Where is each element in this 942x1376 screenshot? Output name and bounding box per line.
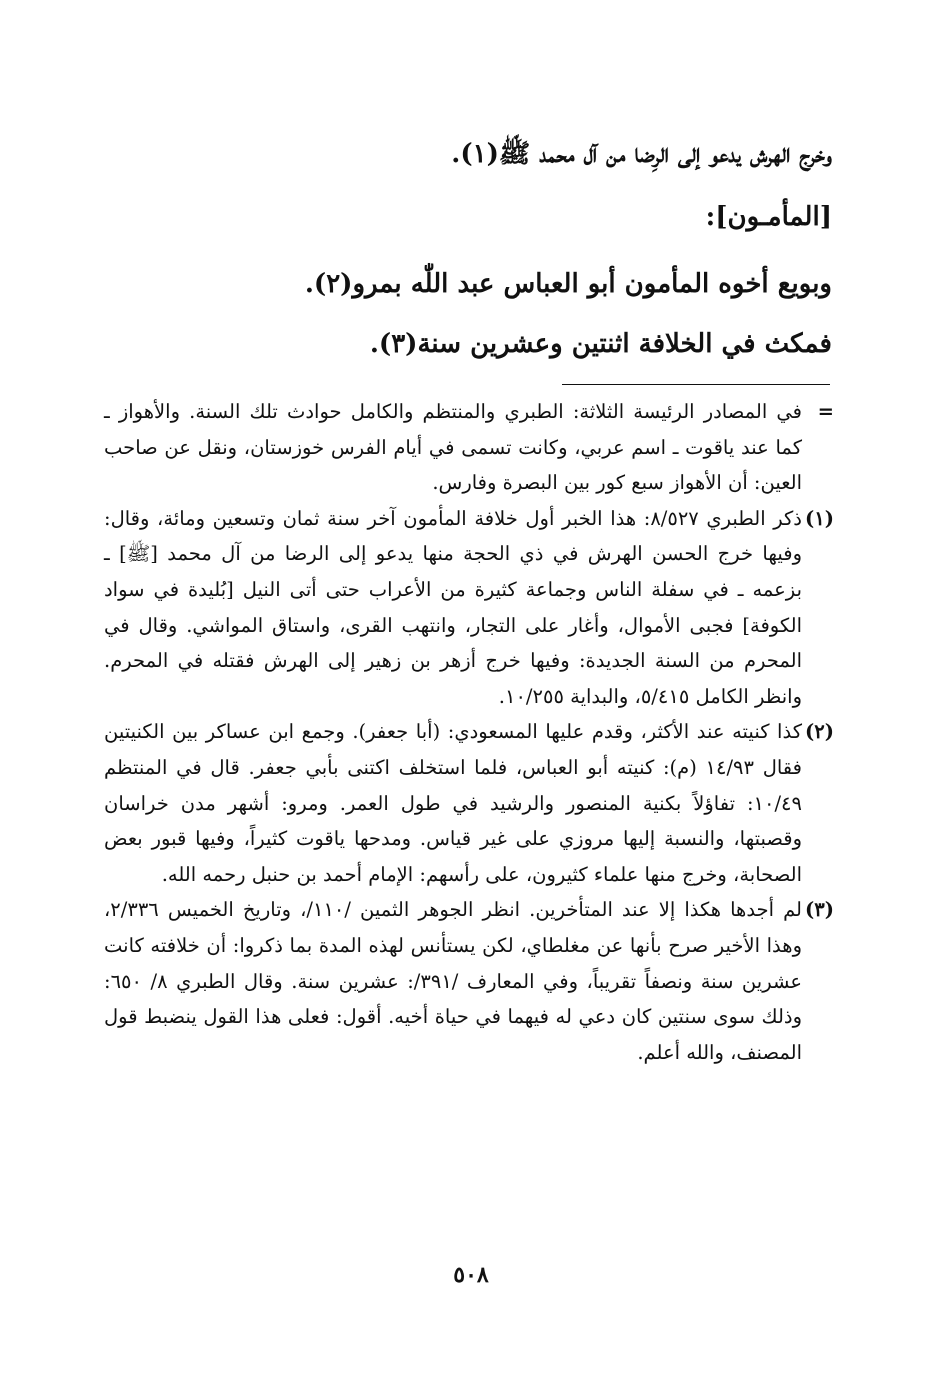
page-number: ٥٠٨	[453, 1262, 489, 1288]
footnote-3	[104, 892, 834, 1070]
footnote-marker: =	[817, 400, 834, 423]
main-text-line-2: وبويع أخوه المأمون أبو العباس عبد اللّٰه بمرو(٢).	[304, 269, 832, 299]
footnote-text: لم أجدها هكذا إلا عند المتأخرين. انظر الجوهر الثمين /١١٠/، وتاريخ الخميس ٢/٣٣٦، وهذا الأخير صرح بأنها عن مغلطاي، لكن يستأنس لهذه المدة بما ذكروا: أن خلافته كانت عشرين سنة ونصفاً تقريباً، وفي المعارف /٣٩١/: عشرين سنة. وقال الطبري ٨/ ٦٥٠: وذلك سوى سنتين كان دعي له فيهما في حياة أخيه. أقول: فعلى هذا القول ينضبط قول المصنف، والله أعلم.	[104, 898, 802, 1064]
footnote-marker: (٣)	[805, 898, 834, 922]
footnote-2	[104, 714, 834, 892]
footnote-continuation	[104, 394, 834, 501]
section-heading: [المأمـون]:	[705, 202, 832, 232]
main-text-line-1: وخرج الهرش يدعو إلى الرِضا من آل محمد ﷺ(١).	[451, 139, 832, 169]
footnote-text: كذا كنيته عند الأكثر، وقدم عليها المسعودي: (أبا جعفر). وجمع ابن عساكر بين الكنيتين فقال ١٤/٩٣ (م): كنيته أبو العباس، فلما استخلف اكتنى بأبي جعفر. قال في المنتظم ١٠/٤٩: تفاؤلاً بكنية المنصور والرشيد في طول العمر. ومرو: أشهر مدن خراسان وقصبتها، والنسبة إليها مروزي على غير قياس. ومدحها ياقوت كثيراً، وفيها قبور بعض الصحابة، وخرج منها علماء كثيرون، على رأسهم: الإمام أحمد بن حنبل رحمه الله.	[104, 720, 802, 886]
footnote-text: ذكر الطبري ٨/٥٢٧: هذا الخبر أول خلافة المأمون آخر سنة ثمان وتسعين ومائة، وقال: وفيها خرج الحسن الهرش في ذي الحجة منها يدعو إلى الرضا من آل محمد [ﷺ] ـ بزعمه ـ في سفلة الناس وجماعة كثيرة من الأعراب حتى أتى النيل [بُليدة في سواد الكوفة] فجبى الأموال، وأغار على التجار، وانتهب القرى، واستاق المواشي. وقال في المحرم من السنة الجديدة: وفيها خرج أزهر بن زهير إلى الهرش فقتله في المحرم. وانظر الكامل ٥/٤١٥، والبداية ١٠/٢٥٥.	[104, 506, 802, 708]
footnote-marker: (١)	[805, 506, 834, 530]
footnote-marker: (٢)	[805, 720, 834, 744]
main-text-line-3: فمكث في الخلافة اثنتين وعشرين سنة(٣).	[369, 329, 832, 359]
footnote-1	[104, 501, 834, 715]
footnote-divider	[562, 384, 830, 385]
footnotes-section	[104, 394, 834, 1070]
footnote-text: في المصادر الرئيسة الثلاثة: الطبري والمنتظم والكامل حوادث تلك السنة. والأهواز ـ كما عند ياقوت ـ اسم عربي، وكانت تسمى في أيام الفرس خوزستان، ونقل عن صاحب العين: أن الأهواز سبع كور بين البصرة وفارس.	[104, 400, 802, 495]
